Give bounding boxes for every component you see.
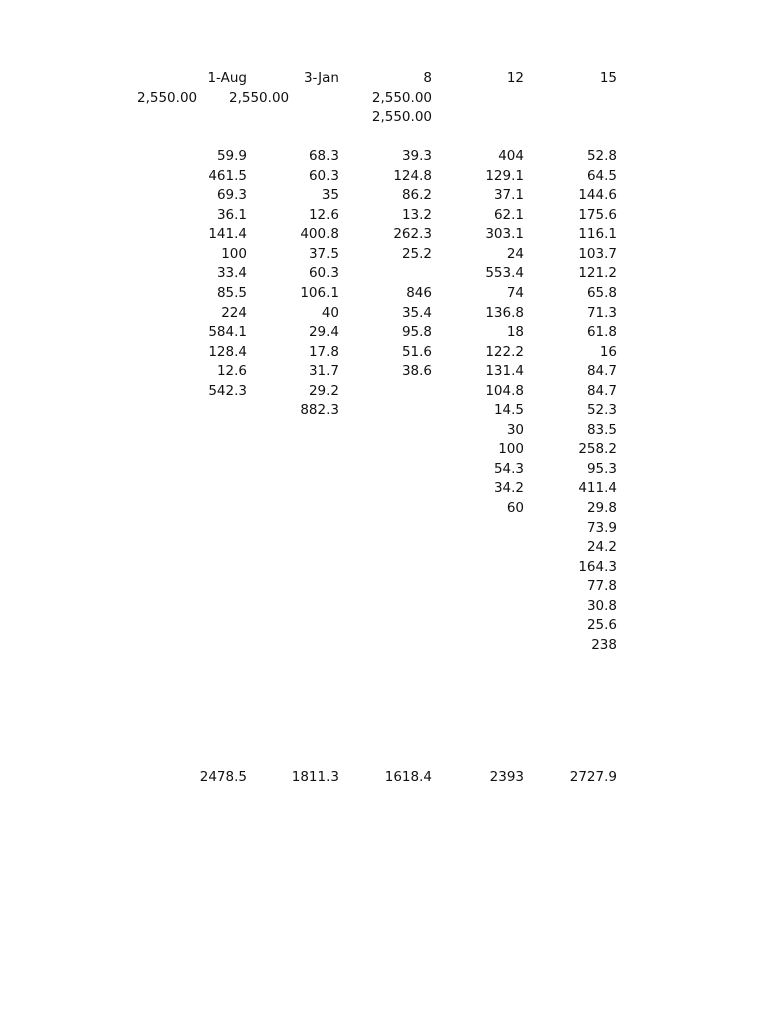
value-cell: 17.8 xyxy=(308,343,339,360)
value-cell: 31.7 xyxy=(308,363,339,380)
column-header: 8 xyxy=(423,70,432,86)
value-cell: 175.6 xyxy=(578,206,617,223)
value-cell: 14.5 xyxy=(493,402,524,419)
value-cell: 24 xyxy=(506,245,524,262)
budget-cell: 2,550.00 xyxy=(371,89,432,106)
value-cell: 61.8 xyxy=(586,324,617,341)
value-cell: 38.6 xyxy=(401,363,432,380)
column-total: 1811.3 xyxy=(291,769,339,785)
value-cell: 116.1 xyxy=(578,226,617,243)
budget-cell xyxy=(507,108,617,128)
value-cell: 73.9 xyxy=(586,519,617,536)
value-cell: 52.8 xyxy=(586,148,617,165)
value-cell: 882.3 xyxy=(300,402,339,419)
value-cell: 34.2 xyxy=(493,480,524,497)
column-total: 2393 xyxy=(489,769,524,785)
value-cell: 400.8 xyxy=(300,226,339,243)
value-cell: 303.1 xyxy=(485,226,524,243)
column-header: 1-Aug xyxy=(207,70,247,86)
value-cell: 84.7 xyxy=(586,363,617,380)
value-cell: 35 xyxy=(321,187,339,204)
value-cell: 83.5 xyxy=(586,421,617,438)
column-total: 2478.5 xyxy=(199,769,247,785)
value-cell: 74 xyxy=(506,285,524,302)
column-15 xyxy=(507,69,617,655)
value-cell: 51.6 xyxy=(401,343,432,360)
value-cell: 30 xyxy=(506,421,524,438)
column-total: 1618.4 xyxy=(384,769,432,785)
column-header: 15 xyxy=(599,70,617,86)
spacer-cell xyxy=(507,128,617,148)
value-cell: 37.5 xyxy=(308,245,339,262)
value-cell: 128.4 xyxy=(208,343,247,360)
value-cell: 16 xyxy=(599,343,617,360)
value-cell: 71.3 xyxy=(586,304,617,321)
value-cell: 69.3 xyxy=(216,187,247,204)
value-cell: 36.1 xyxy=(216,206,247,223)
value-cell: 12.6 xyxy=(308,206,339,223)
value-cell: 54.3 xyxy=(493,460,524,477)
value-cell: 461.5 xyxy=(208,167,247,184)
budget-cell: 2,550.00 xyxy=(229,89,290,106)
value-cell: 141.4 xyxy=(208,226,247,243)
value-cell: 65.8 xyxy=(586,285,617,302)
value-cell: 62.1 xyxy=(493,206,524,223)
value-cell: 238 xyxy=(591,636,617,653)
value-cell: 144.6 xyxy=(578,187,617,204)
value-cell: 18 xyxy=(506,324,524,341)
value-cell: 52.3 xyxy=(586,402,617,419)
value-cell: 136.8 xyxy=(485,304,524,321)
value-cell: 64.5 xyxy=(586,167,617,184)
value-cell: 106.1 xyxy=(300,285,339,302)
value-cell: 104.8 xyxy=(485,382,524,399)
value-cell: 258.2 xyxy=(578,441,617,458)
value-cell: 584.1 xyxy=(208,324,247,341)
value-cell: 553.4 xyxy=(485,265,524,282)
value-cell: 131.4 xyxy=(485,363,524,380)
value-cell: 29.4 xyxy=(308,324,339,341)
value-cell: 84.7 xyxy=(586,382,617,399)
value-cell: 77.8 xyxy=(586,578,617,595)
value-cell: 164.3 xyxy=(578,558,617,575)
value-cell: 122.2 xyxy=(485,343,524,360)
value-cell: 100 xyxy=(221,245,247,262)
value-cell: 12.6 xyxy=(216,363,247,380)
value-cell: 33.4 xyxy=(216,265,247,282)
budget-cell: 2,550.00 xyxy=(137,89,198,106)
value-cell: 60.3 xyxy=(308,167,339,184)
value-cell: 25.6 xyxy=(586,617,617,634)
value-cell: 29.8 xyxy=(586,500,617,517)
value-cell: 85.5 xyxy=(216,285,247,302)
value-cell: 404 xyxy=(498,148,524,165)
value-cell: 35.4 xyxy=(401,304,432,321)
value-cell: 95.8 xyxy=(401,324,432,341)
budget-cell xyxy=(507,89,617,109)
value-cell: 100 xyxy=(498,441,524,458)
value-cell: 30.8 xyxy=(586,597,617,614)
value-cell: 59.9 xyxy=(216,148,247,165)
value-cell: 542.3 xyxy=(208,382,247,399)
value-cell: 262.3 xyxy=(393,226,432,243)
value-cell: 68.3 xyxy=(308,148,339,165)
value-cell: 13.2 xyxy=(401,206,432,223)
value-cell: 37.1 xyxy=(493,187,524,204)
value-cell: 86.2 xyxy=(401,187,432,204)
value-cell: 95.3 xyxy=(586,460,617,477)
value-cell: 25.2 xyxy=(401,245,432,262)
value-cell: 60.3 xyxy=(308,265,339,282)
value-cell: 224 xyxy=(221,304,247,321)
column-header: 12 xyxy=(506,70,524,86)
value-cell: 24.2 xyxy=(586,539,617,556)
value-cell: 39.3 xyxy=(401,148,432,165)
value-cell: 846 xyxy=(406,285,432,302)
value-cell: 121.2 xyxy=(578,265,617,282)
column-header: 3-Jan xyxy=(303,70,339,86)
value-cell: 29.2 xyxy=(308,382,339,399)
value-cell: 124.8 xyxy=(393,167,432,184)
value-cell: 40 xyxy=(321,304,339,321)
column-total: 2727.9 xyxy=(569,769,617,785)
value-cell: 411.4 xyxy=(578,480,617,497)
value-cell: 60 xyxy=(506,500,524,517)
budget-cell: 2,550.00 xyxy=(371,109,432,126)
value-cell: 129.1 xyxy=(485,167,524,184)
value-cell: 103.7 xyxy=(578,245,617,262)
